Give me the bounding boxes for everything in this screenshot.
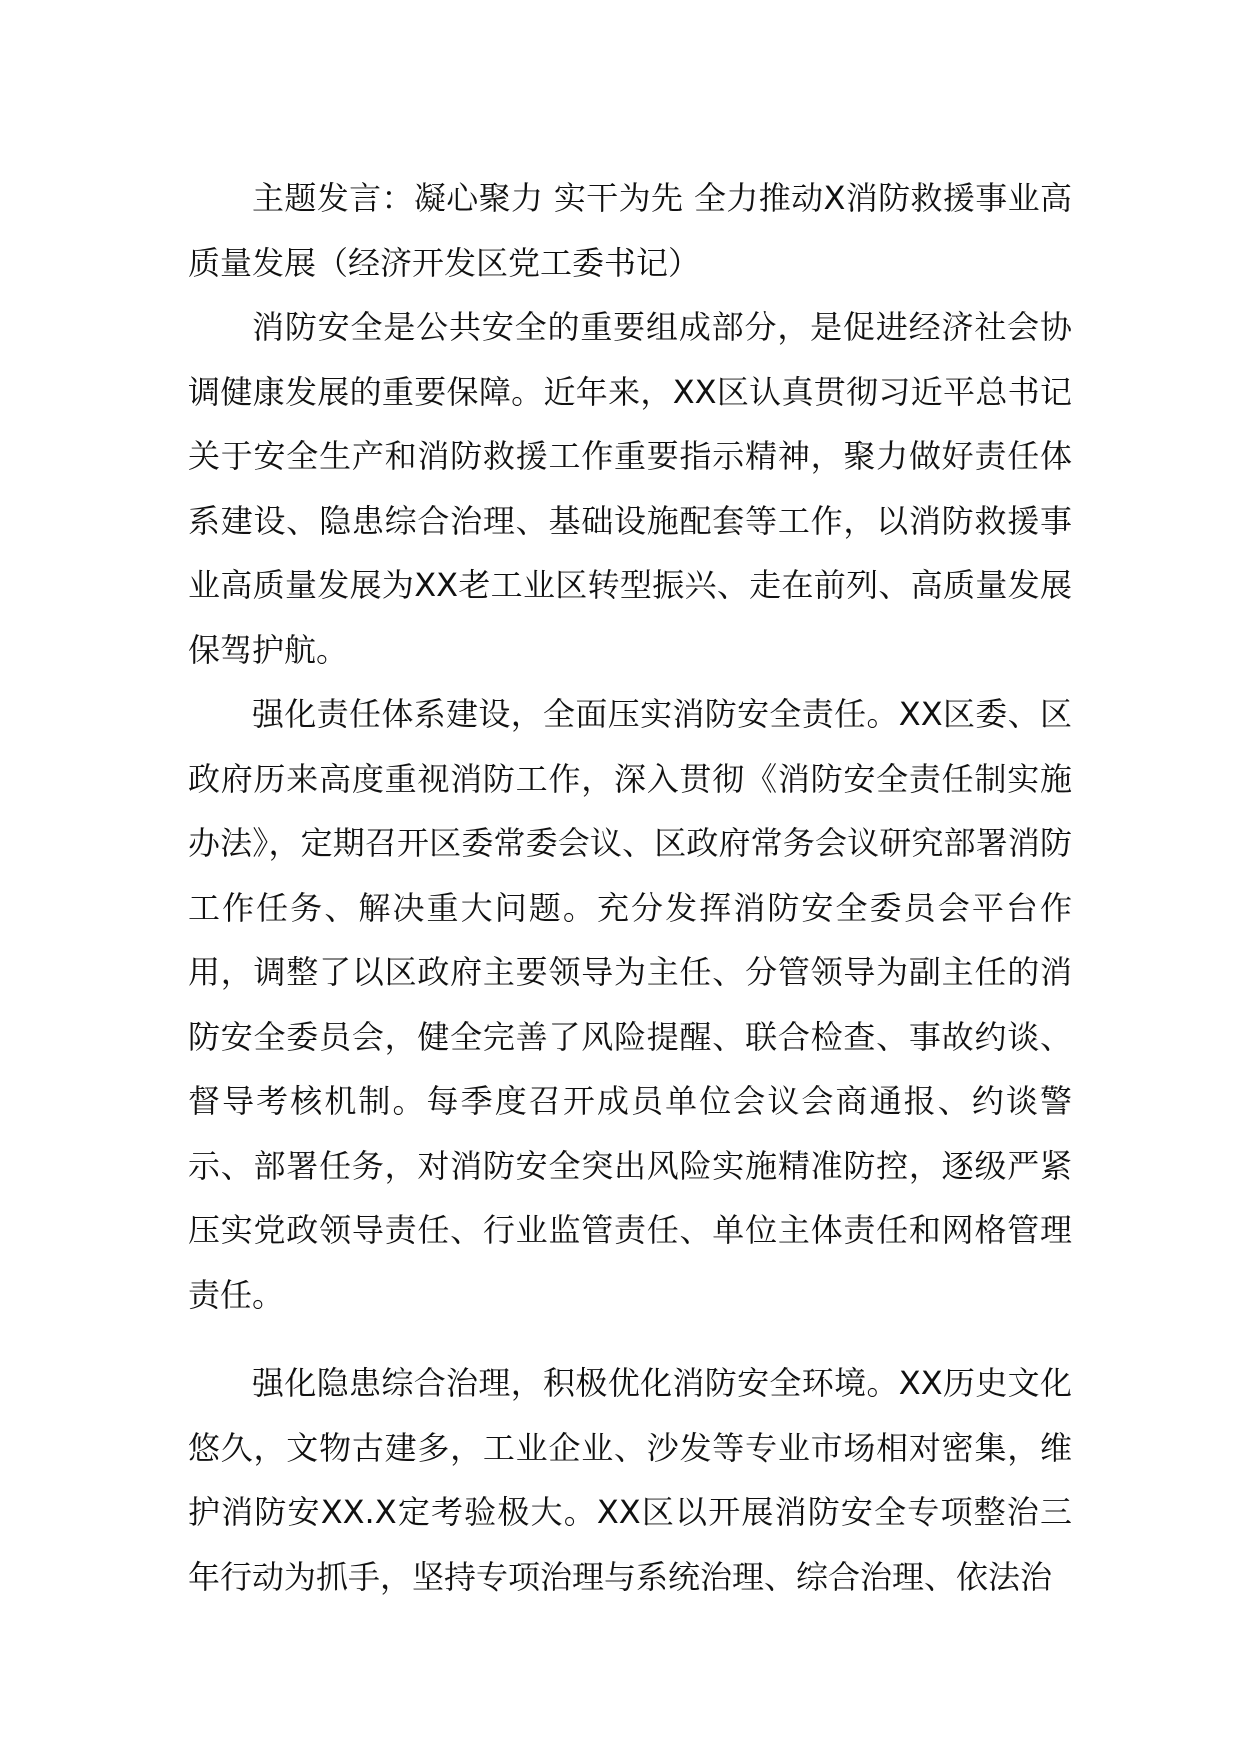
document-body bbox=[188, 166, 1072, 1609]
document-title: 主题发言：凝心聚力 实干为先 全力推动X消防救援事业高质量发展（经济开发区党工委书记） bbox=[188, 179, 1072, 282]
paragraph-hazard-governance: 强化隐患综合治理，积极优化消防安全环境。XX历史文化悠久，文物古建多，工业企业、沙发等专业市场相对密集，维护消防安XX.X定考验极大。XX区以开展消防安全专项整治三年行动为抓手，坚持专项治理与系统治理、综合治理、依法治 bbox=[188, 1364, 1072, 1596]
paragraph-responsibility: 强化责任体系建设，全面压实消防安全责任。XX区委、区政府历来高度重视消防工作，深入贯彻《消防安全责任制实施办法》，定期召开区委常委会议、区政府常务会议研究部署消防工作任务、解决重大问题。充分发挥消防安全委员会平台作用，调整了以区政府主要领导为主任、分管领导为副主任的消防安全委员会，健全完善了风险提醒、联合检查、事故约谈、督导考核机制。每季度召开成员单位会议会商通报、约谈警示、部署任务，对消防安全突出风险实施精准防控，逐级严紧压实党政领导责任、行业监管责任、单位主体责任和网格管理责任。 bbox=[188, 695, 1072, 1314]
paragraph-intro: 消防安全是公共安全的重要组成部分，是促进经济社会协调健康发展的重要保障。近年来，XX区认真贯彻习近平总书记关于安全生产和消防救援工作重要指示精神，聚力做好责任体系建设、隐患综合治理、基础设施配套等工作，以消防救援事业高质量发展为XX老工业区转型振兴、走在前列、高质量发展保驾护航。 bbox=[188, 308, 1072, 669]
